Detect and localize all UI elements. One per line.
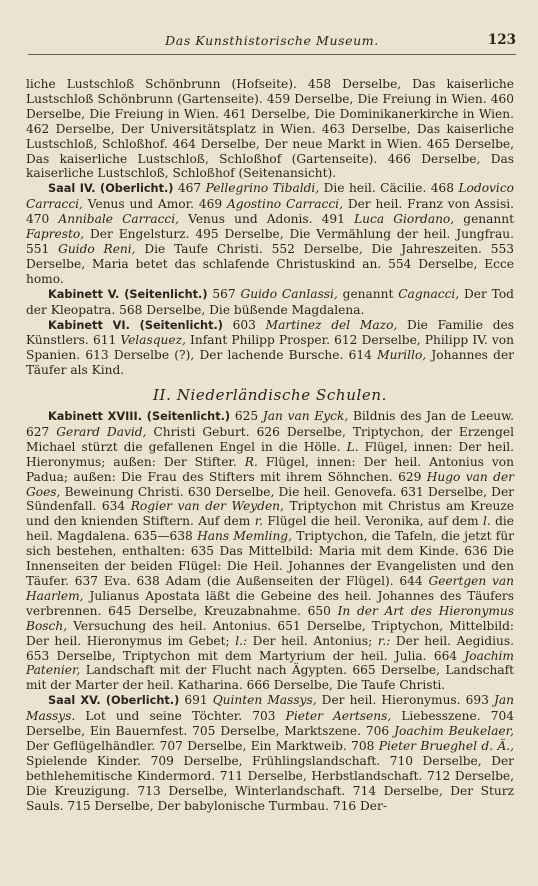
room-heading: Saal XV. (Oberlicht.): [48, 694, 180, 708]
artist-name: Joachim Beukelaer,: [394, 724, 514, 739]
room-heading: Kabinett V. (Seitenlicht.): [48, 287, 208, 301]
wing-abbrev: R.: [244, 454, 258, 469]
artist-name: Hans Memling,: [197, 529, 292, 544]
artist-name: Murillo,: [377, 348, 427, 363]
artist-name: Rogier van der Weyden,: [130, 499, 284, 514]
paragraph-kabinett-vi: Kabinett VI. (Seitenlicht.) 603 Martinez del Mazo, Die Familie des Künstlers. 611 Velasquez, Infant Philipp Prosper. 612 Derselbe, Philipp IV. von Spanien. 613 Derselbe (?), Der lachende Bursche. 614 Murillo, Johannes der Täufer als Kind.: [26, 317, 514, 378]
artist-name: Pellegrino Tibaldi,: [205, 181, 320, 196]
artist-name: In der Art des Hieronymus Bosch,: [26, 603, 514, 633]
paragraph-saal-iv: Saal IV. (Oberlicht.) 467 Pellegrino Tibaldi, Die heil. Cäcilie. 468 Lodovico Carracci, Venus und Amor. 469 Agostino Carracci, Der heil. Franz von Assisi. 470 Annibale Carracci, Venus und Adonis. 491 Luca Giordano, genannt Fapresto, Der Engelsturz. 495 Derselbe, Die Vermählung der heil. Jungfrau. 551 Guido Reni, Die Taufe Christi. 552 Derselbe, Die Jahreszeiten. 553 Derselbe, Maria betet das schlafende Christuskind an. 554 Derselbe, Ecce homo.: [26, 181, 515, 286]
page-header: [28, 30, 516, 55]
wing-abbrev: r.: [254, 514, 264, 529]
artist-name: Annibale Carracci,: [58, 212, 180, 227]
section-heading: II. Niederländische Schulen.: [153, 386, 387, 405]
room-heading: Saal IV. (Oberlicht.): [48, 182, 174, 196]
artist-name: Joachim Patenier,: [26, 648, 514, 678]
artist-name: Luca Giordano,: [354, 212, 455, 227]
artist-name: Velasquez,: [120, 333, 186, 348]
artist-name: Lodovico Carracci,: [26, 181, 514, 212]
page-number: 123: [487, 32, 516, 48]
room-heading: Kabinett XVIII. (Seitenlicht.): [48, 410, 231, 424]
paragraph-kabinett-v: Kabinett V. (Seitenlicht.) 567 Guido Canlassi, genannt Cagnacci, Der Tod der Kleopatra. 568 Derselbe, Die büßende Magdalena.: [26, 286, 514, 317]
artist-name: Hugo van der Goes,: [26, 469, 514, 499]
wing-abbrev: l.: [482, 514, 491, 529]
artist-name: Guido Canlassi,: [240, 286, 338, 301]
wing-abbrev: r.:: [377, 633, 391, 648]
artist-name: Fapresto,: [26, 227, 85, 242]
artist-name: Cagnacci,: [398, 286, 460, 301]
paragraph-kabinett-xviii: Kabinett XVIII. (Seitenlicht.) 625 Jan van Eyck, Bildnis des Jan de Leeuw. 627 Gerard David, Christi Geburt. 626 Derselbe, Triptychon, der Erzengel Michael stürzt die gefallenen Engel in die Hölle. L. Flügel, innen: Der heil. Hieronymus; außen: Der Stifter. R. Flügel, innen: Der heil. Antonius von Padua; außen: Die Frau des Stifters mit ihrem Söhnchen. 629 Hugo van der Goes, Beweinung Christi. 630 Derselbe, Die heil. Genovefa. 631 Derselbe, Der Sündenfall. 634 Rogier van der Weyden, Triptychon mit Christus am Kreuze und den knienden Stiftern. Auf dem r. Flügel die heil. Veronika, auf dem l. die heil. Magdalena. 635—638 Hans Memling, Triptychon, die Tafeln, die jetzt für sich bestehen, enthalten: 635 Das Mittelbild: Maria mit dem Kinde. 636 Die Innenseiten der beiden Flügel: Die Heil. Johannes der Evangelisten und den Täufer. 637 Eva. 638 Adam (die Außenseiten der Flügel). 644 Geertgen van Haarlem, Julianus Apostata läßt die Gebeine des heil. Johannes des Täufers verbrennen. 645 Derselbe, Kreuzabnahme. 650 In der Art des Hieronymus Bosch, Versuchung des heil. Antonius. 651 Derselbe, Triptychon, Mittelbild: Der heil. Hieronymus im Gebet; l.: Der heil. Antonius; r.: Der heil. Aegidius. 653 Derselbe, Triptychon mit dem Martyrium der heil. Julia. 664 Joachim Patenier, Landschaft mit der Flucht nach Ägypten. 665 Derselbe, Landschaft mit der Marter der heil. Katharina. 666 Derselbe, Die Taufe Christi.: [26, 409, 515, 693]
artist-name: Jan Massys.: [26, 693, 514, 724]
page-body: [26, 77, 514, 814]
artist-name: Pieter Aertsens,: [285, 709, 392, 724]
artist-name: Geertgen van Haarlem,: [26, 574, 515, 603]
paragraph-saal-xv: Saal XV. (Oberlicht.) 691 Quinten Massys, Der heil. Hieronymus. 693 Jan Massys. Lot und seine Töchter. 703 Pieter Aertsens, Liebesszene. 704 Derselbe, Ein Bauernfest. 705 Derselbe, Marktszene. 706 Joachim Beukelaer, Der Geflügelhändler. 707 Derselbe, Ein Marktweib. 708 Pieter Brueghel d. Ä., Spielende Kinder. 709 Derselbe, Frühlingslandschaft. 710 Derselbe, Der bethlehemitische Kindermord. 711 Derselbe, Herbstlandschaft. 712 Derselbe, Die Kreuzigung. 713 Derselbe, Winterlandschaft. 714 Derselbe, Der Sturz Sauls. 715 Derselbe, Der babylonische Turmbau. 716 Der-: [26, 693, 514, 813]
running-title: Das Kunsthistorische Museum.: [165, 33, 379, 48]
artist-name: Guido Reni,: [58, 241, 136, 256]
artist-name: Agostino Carracci,: [226, 197, 343, 212]
room-heading: Kabinett VI. (Seitenlicht.): [48, 318, 223, 332]
wing-abbrev: L.: [346, 439, 359, 454]
artist-name: Pieter Brueghel d. Ä.,: [378, 738, 514, 753]
artist-name: Jan van Eyck,: [262, 409, 349, 424]
artist-name: Quinten Massys,: [212, 693, 317, 708]
wing-abbrev: l.:: [235, 633, 248, 648]
paragraph-continued: liche Lustschloß Schönbrunn (Hofseite). 458 Derselbe, Das kaiserliche Lustschloß Schönbrunn (Gartenseite). 459 Derselbe, Die Freiung in Wien. 460 Derselbe, Die Freiung in Wien. 461 Derselbe, Die Dominikanerkirche in Wien. 462 Derselbe, Der Universitätsplatz in Wien. 463 Derselbe, Das kaiserliche Lustschloß, Schloßhof. 464 Derselbe, Der neue Markt in Wien. 465 Derselbe, Das kaiserliche Lustschloß, Schloßhof (Gartenseite). 466 Derselbe, Das kaiserliche Lustschloß, Schloßhof (Seitenansicht).: [26, 77, 514, 181]
artist-name: Martinez del Mazo,: [265, 317, 398, 332]
artist-name: Gerard David,: [56, 424, 147, 439]
